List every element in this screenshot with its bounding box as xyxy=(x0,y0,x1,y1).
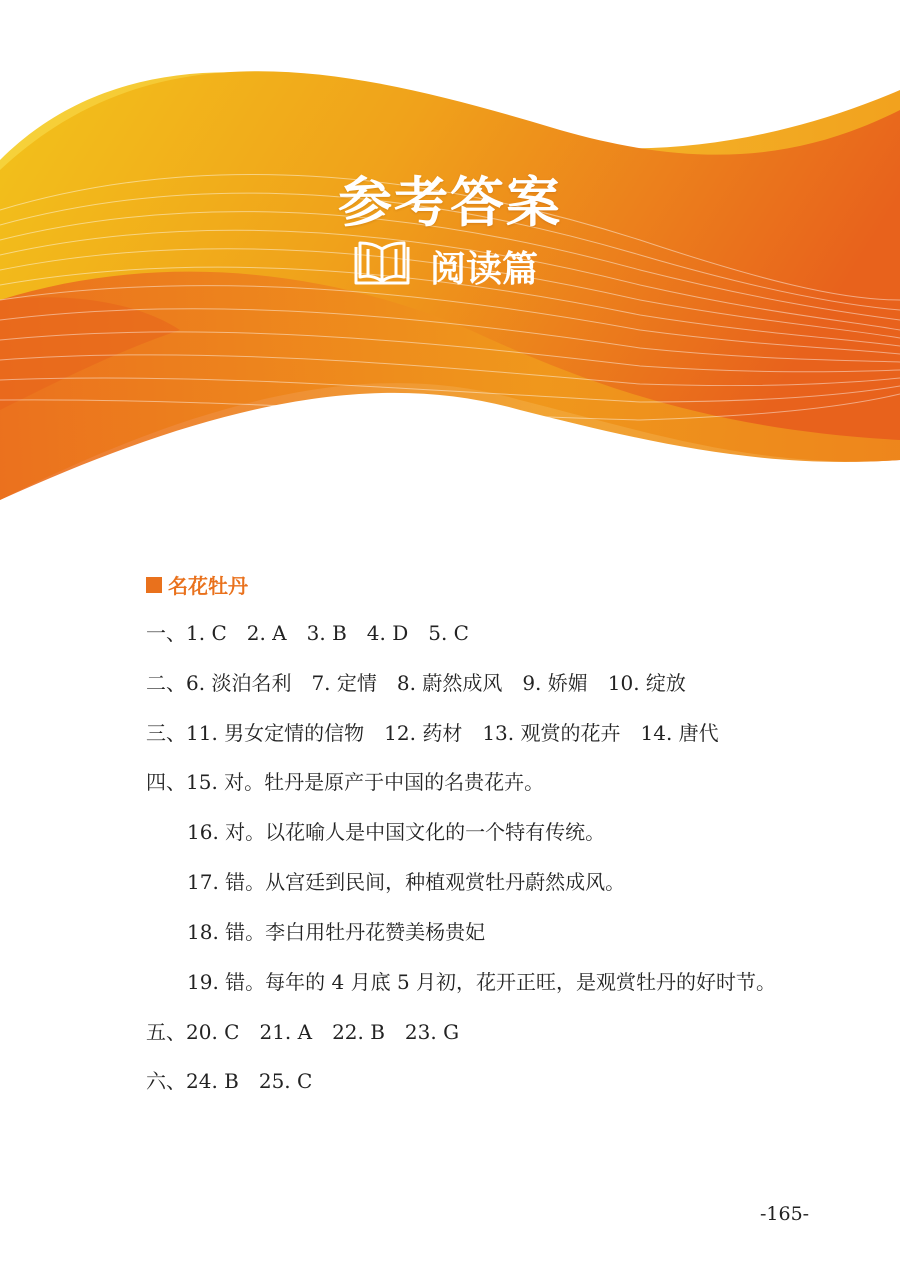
page-number: -165- xyxy=(760,1203,810,1225)
answer-line: 18. 错。李白用牡丹花赞美杨贵妃 xyxy=(187,920,486,944)
square-marker-icon xyxy=(146,577,162,593)
page-title: 参考答案 xyxy=(338,171,562,234)
answer-line: 六、24. B 25. C xyxy=(146,1069,313,1093)
answer-line: 五、20. C 21. A 22. B 23. G xyxy=(146,1020,460,1044)
answer-line: 四、15. 对。牡丹是原产于中国的名贵花卉。 xyxy=(146,770,545,794)
section-heading-text: 名花牡丹 xyxy=(168,574,248,598)
subtitle-group xyxy=(352,236,538,296)
answer-line: 16. 对。以花喻人是中国文化的一个特有传统。 xyxy=(187,820,606,844)
answer-line: 二、6. 淡泊名利 7. 定情 8. 蔚然成风 9. 娇媚 10. 绽放 xyxy=(146,671,686,695)
answer-line: 三、11. 男女定情的信物 12. 药材 13. 观赏的花卉 14. 唐代 xyxy=(146,721,719,745)
section-heading xyxy=(146,570,248,599)
answer-line: 19. 错。每年的 4 月底 5 月初，花开正旺，是观赏牡丹的好时节。 xyxy=(187,970,777,994)
section-subtitle: 阅读篇 xyxy=(430,248,539,290)
answer-line: 17. 错。从宫廷到民间，种植观赏牡丹蔚然成风。 xyxy=(187,870,626,894)
answer-line: 一、1. C 2. A 3. B 4. D 5. C xyxy=(146,621,469,645)
open-book-icon xyxy=(352,239,412,293)
